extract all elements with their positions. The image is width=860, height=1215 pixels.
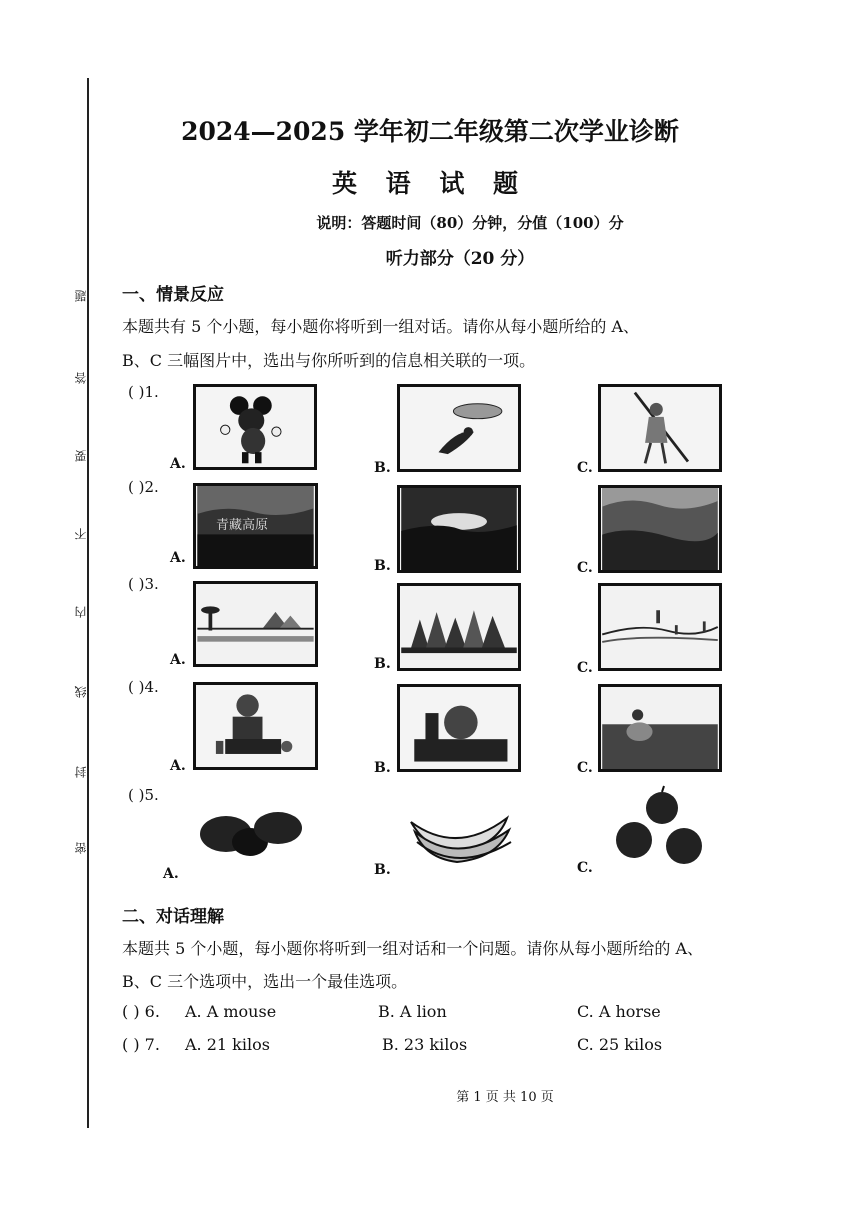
question-6-number: ( ) 6.	[122, 1002, 160, 1021]
section1-instruction-1: 本题共有 5 个小题，每小题你将听到一组对话。请你从每小题所给的 A、	[122, 317, 639, 336]
question-4-number: ( )4.	[128, 678, 159, 696]
question-7-number: ( ) 7.	[122, 1035, 160, 1054]
exam-title: 2024—2025 学年初二年级第二次学业诊断	[181, 117, 679, 146]
margin-char-8: 密	[74, 842, 88, 854]
q5-label-c: C.	[577, 860, 593, 876]
q1-picture-b-flying-figure	[397, 384, 521, 472]
q6-option-c: C. A horse	[577, 1002, 661, 1021]
q2-picture-b-sunset-valley	[397, 485, 521, 573]
q1-picture-c-monkey-king	[598, 384, 722, 472]
q3-label-a: A.	[170, 652, 186, 668]
margin-char-1: 题	[74, 290, 88, 302]
binding-line	[87, 78, 89, 1128]
q4-label-c: C.	[577, 760, 593, 776]
q1-picture-a-mouse-cartoon	[193, 384, 317, 470]
section2-heading: 二、对话理解	[122, 907, 224, 927]
q2-label-c: C.	[577, 560, 593, 576]
q3-label-c: C.	[577, 660, 593, 676]
q4-label-a: A.	[170, 758, 186, 774]
q5-label-a: A.	[163, 866, 179, 882]
q6-option-a: A. A mouse	[185, 1002, 277, 1021]
q5-picture-a-potatoes	[186, 784, 318, 876]
question-2-number: ( )2.	[128, 478, 159, 496]
q2-picture-c-mountain-terrain	[598, 485, 722, 573]
q6-option-b: B. A lion	[378, 1002, 447, 1021]
question-1-number: ( )1.	[128, 383, 159, 401]
q7-option-b: B. 23 kilos	[382, 1035, 468, 1054]
margin-char-5: 内	[74, 606, 88, 618]
q2-label-a: A.	[170, 550, 186, 566]
q3-picture-c-grassland	[598, 583, 722, 671]
q1-label-c: C.	[577, 460, 593, 476]
page-footer: 第 1 页 共 10 页	[456, 1090, 554, 1105]
section2-instruction-1: 本题共 5 个小题，每小题你将听到一组对话和一个问题。请你从每小题所给的 A、	[122, 939, 703, 958]
q3-label-b: B.	[374, 656, 391, 672]
q4-picture-a-person-eating	[193, 682, 318, 770]
q3-picture-a-pyramids	[193, 581, 318, 667]
q2-sign-text: 青藏高原	[215, 517, 269, 533]
q1-label-b: B.	[374, 460, 391, 476]
q4-picture-c-person-outdoors	[598, 684, 722, 772]
margin-char-2: 答	[74, 372, 88, 384]
margin-char-7: 封	[74, 766, 88, 778]
margin-char-3: 要	[74, 450, 88, 462]
q5-picture-b-bananas	[397, 786, 521, 874]
q7-option-a: A. 21 kilos	[185, 1035, 270, 1054]
exam-note: 说明：答题时间（80）分钟，分值（100）分	[316, 214, 624, 232]
subject-title: 英 语 试 题	[331, 169, 529, 198]
q7-option-c: C. 25 kilos	[577, 1035, 663, 1054]
q4-picture-b-person-at-desk	[397, 684, 521, 772]
q5-picture-c-apples	[598, 784, 722, 874]
section2-instruction-2: B、C 三个选项中，选出一个最佳选项。	[122, 972, 408, 991]
q5-label-b: B.	[374, 862, 391, 878]
margin-char-6: 线	[74, 686, 88, 698]
q2-label-b: B.	[374, 558, 391, 574]
q3-picture-b-forest	[397, 583, 521, 671]
q1-label-a: A.	[170, 456, 186, 472]
question-3-number: ( )3.	[128, 575, 159, 593]
section1-heading: 一、情景反应	[122, 285, 224, 305]
q2-picture-a-plateau-sign	[193, 483, 318, 569]
section1-instruction-2: B、C 三幅图片中，选出与你所听到的信息相关联的一项。	[122, 351, 536, 370]
question-5-number: ( )5.	[128, 786, 159, 804]
margin-char-4: 不	[74, 528, 88, 540]
q4-label-b: B.	[374, 760, 391, 776]
listening-heading: 听力部分（20 分）	[385, 249, 535, 269]
